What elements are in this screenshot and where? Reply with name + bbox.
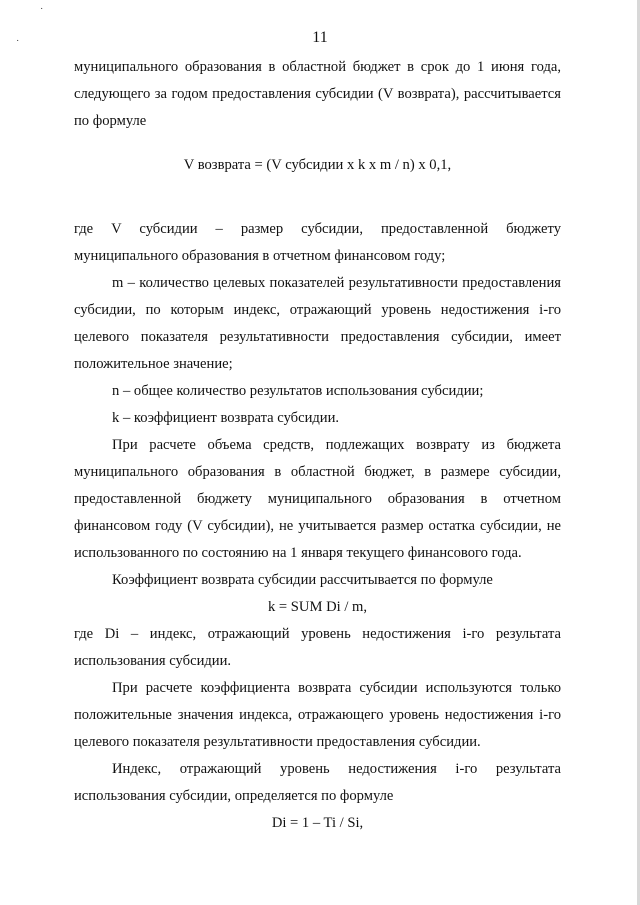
paragraph: где V субсидии – размер субсидии, предоставленной бюджету муниципального образования в отчетном финансовом году; [74, 221, 561, 264]
scan-mark: ˙ [40, 7, 44, 18]
formula-refund: V возврата = (V субсидии x k x m / n) x 0,1, [183, 157, 452, 173]
paragraph: n – общее количество результатов использования субсидии; [112, 383, 484, 399]
paragraph: m – количество целевых показателей результативности предоставления субсидии, по которым индекс, отражающий уровень недостижения i-го целевого показателя результативности предоставления субсидии, имеет положительное значение; [74, 275, 561, 372]
paragraph: где Di – индекс, отражающий уровень недостижения i-го результата использования субсидии. [74, 626, 561, 669]
formula-index: Di = 1 – Ti / Si, [271, 815, 364, 831]
page-number: 11 [312, 29, 328, 46]
paragraph: муниципального образования в областной бюджет в срок до 1 июня года, следующего за годом предоставления субсидии (V возврата), рассчитывается по формуле [74, 59, 561, 129]
paragraph: Коэффициент возврата субсидии рассчитывается по формуле [112, 572, 493, 588]
paragraph: k – коэффициент возврата субсидии. [112, 410, 340, 426]
scan-mark: ˙ [16, 39, 20, 50]
paragraph: При расчете коэффициента возврата субсидии используются только положительные значения индекса, отражающего уровень недостижения i-го целевого показателя результативности предоставления субсидии. [74, 680, 561, 750]
document-body [74, 54, 561, 837]
formula-coefficient: k = SUM Di / m, [267, 599, 368, 615]
paragraph: При расчете объема средств, подлежащих возврату из бюджета муниципального образования в областной бюджет, в размере субсидии, предоставленной бюджету муниципального образования в отчетном финансовом году (V субсидии), не учитывается размер остатка субсидии, не использованного по состоянию на 1 января текущего финансового года. [74, 437, 561, 561]
paragraph: Индекс, отражающий уровень недостижения i-го результата использования субсидии, определяется по формуле [74, 761, 561, 804]
